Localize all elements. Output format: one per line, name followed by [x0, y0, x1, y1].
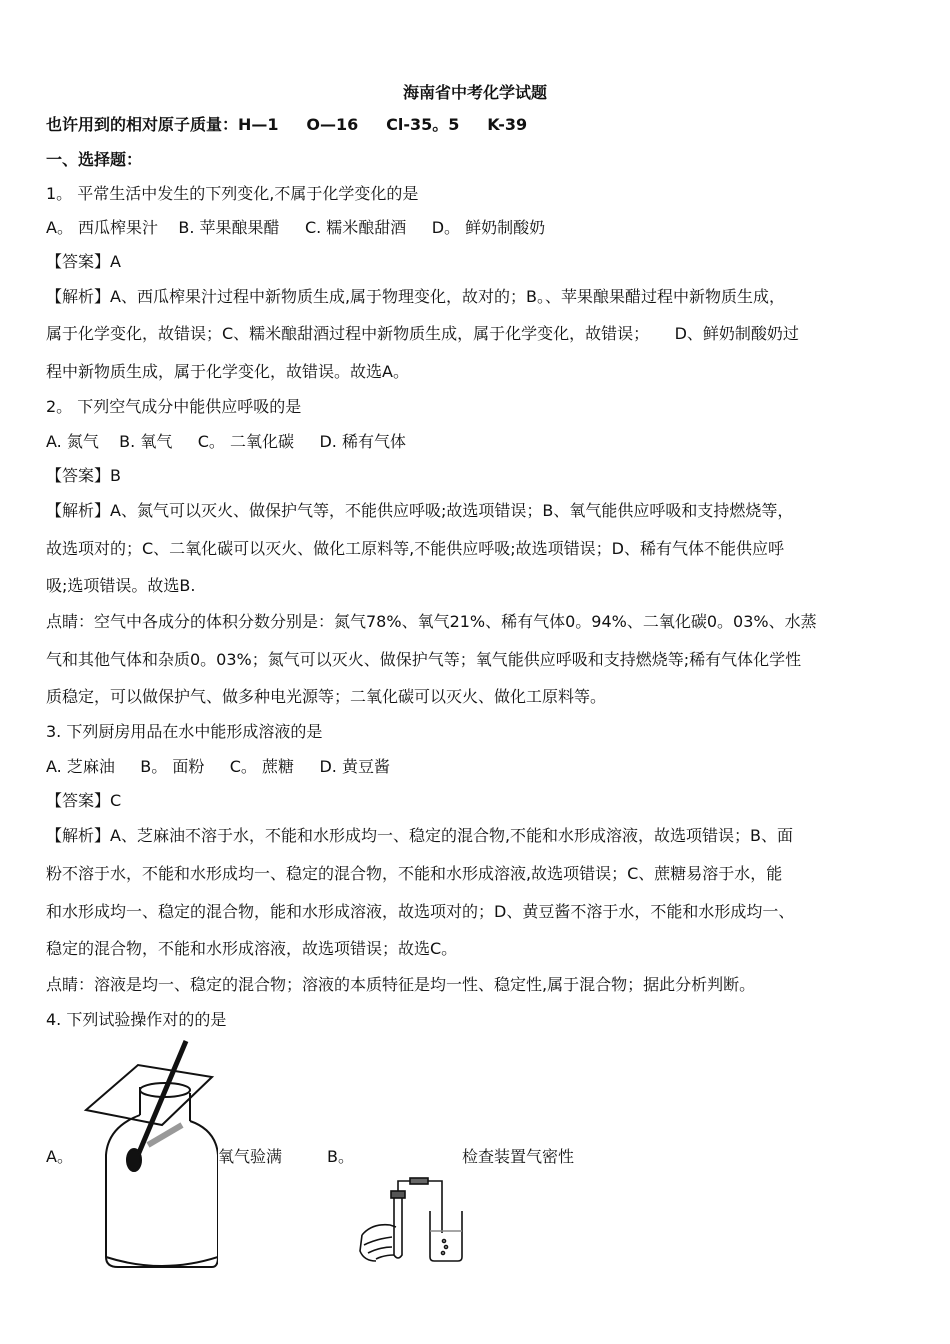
q3-options: A. 芝麻油 B。 面粉 C。 蔗糖 D. 黄豆酱 — [46, 757, 390, 776]
airtightness-check-illustration — [358, 1175, 468, 1265]
question-4: 4. 下列试验操作对的的是 — [46, 1010, 227, 1029]
q3-note: 点睛：溶液是均一、稳定的混合物；溶液的本质特征是均一性、稳定性,属于混合物；据此分析判断。 — [46, 975, 756, 994]
q2-analysis-line: 吸;选项错误。故选B. — [46, 576, 196, 595]
oxygen-full-test-illustration — [78, 1035, 218, 1275]
q3-analysis-line: 粉不溶于水，不能和水形成均一、稳定的混合物，不能和水形成溶液,故选项错误；C、蔗糖易溶于水，能 — [46, 864, 783, 883]
q2-analysis-line: 故选项对的；C、二氧化碳可以灭火、做化工原料等,不能供应呼吸;故选项错误；D、稀有气体不能供应呼 — [46, 539, 784, 558]
option-a-letter: A。 — [46, 1147, 73, 1166]
q2-answer: 【答案】B — [46, 466, 121, 485]
q2-options: A. 氮气 B. 氧气 C。 二氧化碳 D. 稀有气体 — [46, 432, 406, 451]
q2-note-line: 点睛：空气中各成分的体积分数分别是：氮气78%、氧气21%、稀有气体0。94%、二氧化碳0。03%、水蒸 — [46, 612, 817, 631]
q3-analysis-line: 稳定的混合物，不能和水形成溶液，故选项错误；故选C。 — [46, 939, 458, 958]
atomic-masses: 也许用到的相对原子质量：H—1 O—16 Cl-35。5 K-39 — [46, 115, 528, 134]
option-b-letter: B。 — [327, 1147, 354, 1166]
page-title: 海南省中考化学试题 — [402, 83, 547, 102]
q3-analysis-line: 和水形成均一、稳定的混合物，能和水形成溶液，故选项对的；D、黄豆酱不溶于水，不能和水形成均一、 — [46, 902, 795, 921]
q2-note-line: 质稳定，可以做保护气、做多种电光源等；二氧化碳可以灭火、做化工原料等。 — [46, 687, 607, 706]
option-b-text: 检查装置气密性 — [462, 1147, 575, 1166]
q1-analysis-line: 程中新物质生成，属于化学变化，故错误。故选A。 — [46, 362, 409, 381]
q1-analysis-line: 属于化学变化，故错误；C、糯米酿甜酒过程中新物质生成，属于化学变化，故错误； D、鲜奶制酸奶过 — [46, 324, 799, 343]
option-a-text: 氧气验满 — [218, 1147, 283, 1166]
question-3: 3. 下列厨房用品在水中能形成溶液的是 — [46, 722, 323, 741]
q2-analysis-line: 【解析】A、氮气可以灭火、做保护气等，不能供应呼吸;故选项错误；B、氧气能供应呼吸和支持燃烧等， — [46, 501, 794, 520]
question-2: 2。 下列空气成分中能供应呼吸的是 — [46, 397, 302, 416]
q2-note-line: 气和其他气体和杂质0。03%；氮气可以灭火、做保护气等；氧气能供应呼吸和支持燃烧等;稀有气体化学性 — [46, 650, 802, 669]
q1-analysis-line: 【解析】A、西瓜榨果汁过程中新物质生成,属于物理变化，故对的；B。、苹果酿果醋过程中新物质生成， — [46, 287, 786, 306]
section-heading: 一、选择题： — [46, 150, 143, 169]
q3-analysis-line: 【解析】A、芝麻油不溶于水，不能和水形成均一、稳定的混合物,不能和水形成溶液，故选项错误；B、面 — [46, 826, 794, 845]
question-1: 1。 平常生活中发生的下列变化,不属于化学变化的是 — [46, 184, 419, 203]
q3-answer: 【答案】C — [46, 791, 122, 810]
q1-options: A。 西瓜榨果汁 B. 苹果酿果醋 C. 糯米酿甜酒 D。 鲜奶制酸奶 — [46, 218, 546, 237]
q1-answer: 【答案】A — [46, 252, 121, 271]
